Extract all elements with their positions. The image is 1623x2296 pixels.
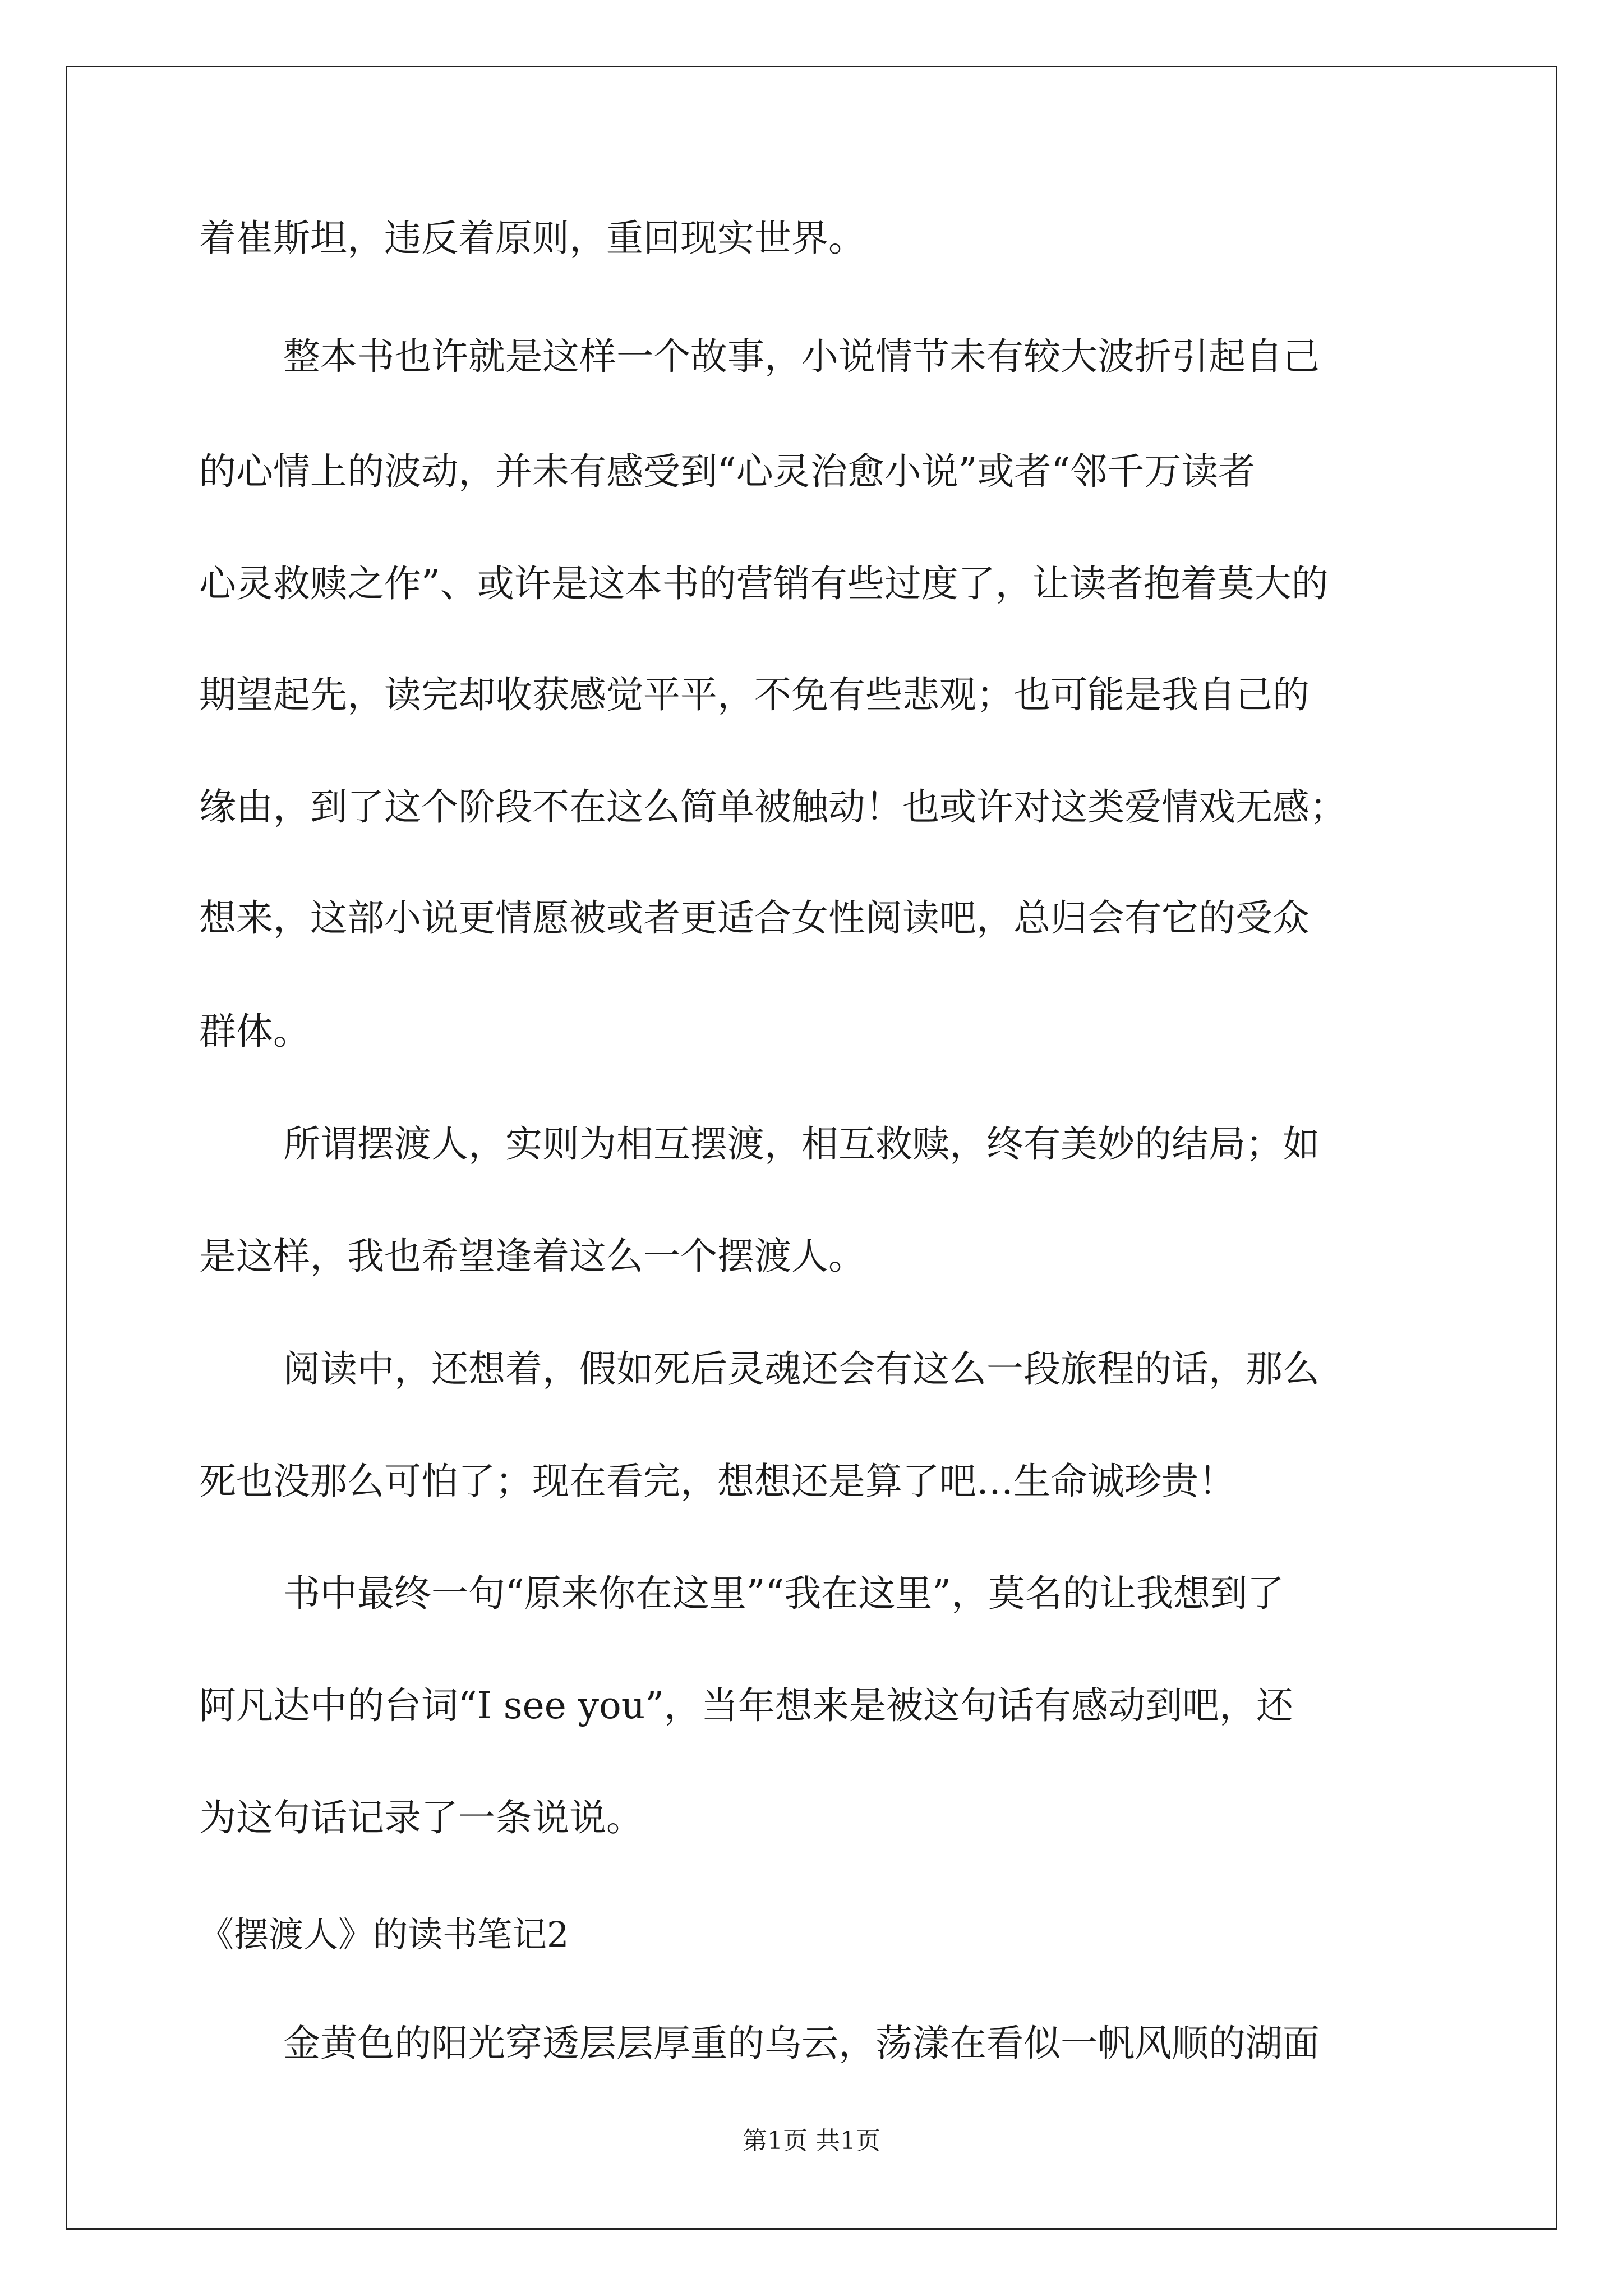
text-line: 期望起先，读完却收获感觉平平，不免有些悲观；也可能是我自己的 [199,673,1310,716]
text-line: 想来，这部小说更情愿被或者更适合女性阅读吧，总归会有它的受众 [199,896,1310,940]
text-line: 死也没那么可怕了；现在看完，想想还是算了吧…生命诚珍贵！ [199,1460,1235,1503]
text-line: 阅读中，还想着，假如死后灵魂还会有这么一段旅程的话，那么 [283,1347,1320,1391]
page-footer: 第1页 共1页 [743,2127,880,2155]
text-line: 是这样，我也希望逢着这么一个摆渡人。 [199,1235,865,1278]
text-line: 的心情上的波动，并未有感受到“心灵治愈小说”或者“邻千万读者 [199,450,1256,493]
text-line: 心灵救赎之作”、或许是这本书的营销有些过度了，让读者抱着莫大的 [199,562,1329,605]
text-line: 缘由，到了这个阶段不在这么简单被触动！也或许对这类爱情戏无感； [199,785,1347,829]
text-line: 着崔斯坦，违反着原则，重回现实世界。 [199,217,865,260]
text-line: 群体。 [199,1010,310,1053]
text-line: 所谓摆渡人，实则为相互摆渡，相互救赎，终有美妙的结局；如 [283,1122,1320,1166]
text-line: 为这句话记录了一条说说。 [199,1796,643,1839]
text-line: 整本书也许就是这样一个故事，小说情节未有较大波折引起自己 [283,335,1320,378]
text-line: 阿凡达中的台词“I see you”，当年想来是被这句话有感动到吧，还 [199,1684,1294,1727]
text-line: 书中最终一句“原来你在这里”“我在这里”，莫名的让我想到了 [283,1572,1284,1615]
section-heading: 《摆渡人》的读书笔记2 [199,1914,569,1955]
text-line: 金黄色的阳光穿透层层厚重的乌云，荡漾在看似一帆风顺的湖面 [283,2022,1320,2065]
